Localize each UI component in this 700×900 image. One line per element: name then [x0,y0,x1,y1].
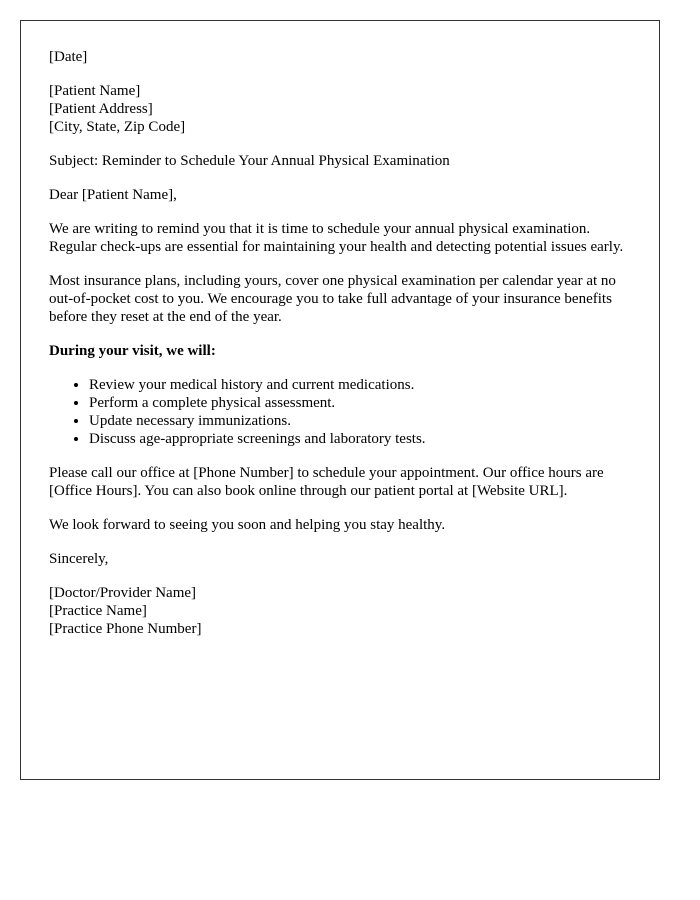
list-item: • Perform a complete physical assessment. [89,394,631,412]
body-paragraph-contact: Please call our office at [Phone Number] to schedule your appointment. Our office hours are [Office Hours]. You can also book online through our patient portal at [Website URL]. [49,465,604,499]
letter-closing: Sincerely, [49,551,109,567]
recipient-city-state-zip: [City, State, Zip Code] [49,119,186,135]
visit-list-heading: During your visit, we will: [49,343,216,359]
signature-block [49,584,631,638]
list-item: • Update necessary immunizations. [89,412,631,430]
practice-phone: [Practice Phone Number] [49,621,202,637]
letter-page [20,20,660,780]
recipient-address-block [49,82,631,136]
recipient-address: [Patient Address] [49,101,153,117]
letter-greeting: Dear [Patient Name], [49,187,177,203]
letter-subject: Subject: Reminder to Schedule Your Annual Physical Examination [49,153,450,169]
list-item: • Discuss age-appropriate screenings and laboratory tests. [89,430,631,448]
letter-date: [Date] [49,49,88,65]
body-paragraph-closing-remark: We look forward to seeing you soon and helping you stay healthy. [49,517,446,533]
body-paragraph-insurance: Most insurance plans, including yours, cover one physical examination per calendar year at no out-of-pocket cost to you. We encourage you to take full advantage of your insurance benefits before they reset at the end of the year. [49,273,616,325]
provider-name: [Doctor/Provider Name] [49,585,197,601]
list-item: • Review your medical history and current medications. [89,376,631,394]
recipient-name: [Patient Name] [49,83,141,99]
body-paragraph-reminder: We are writing to remind you that it is time to schedule your annual physical examination. Regular check-ups are essential for maintaining your health and detecting potential issues early. [49,221,624,255]
visit-list [49,376,631,448]
practice-name: [Practice Name] [49,603,147,619]
